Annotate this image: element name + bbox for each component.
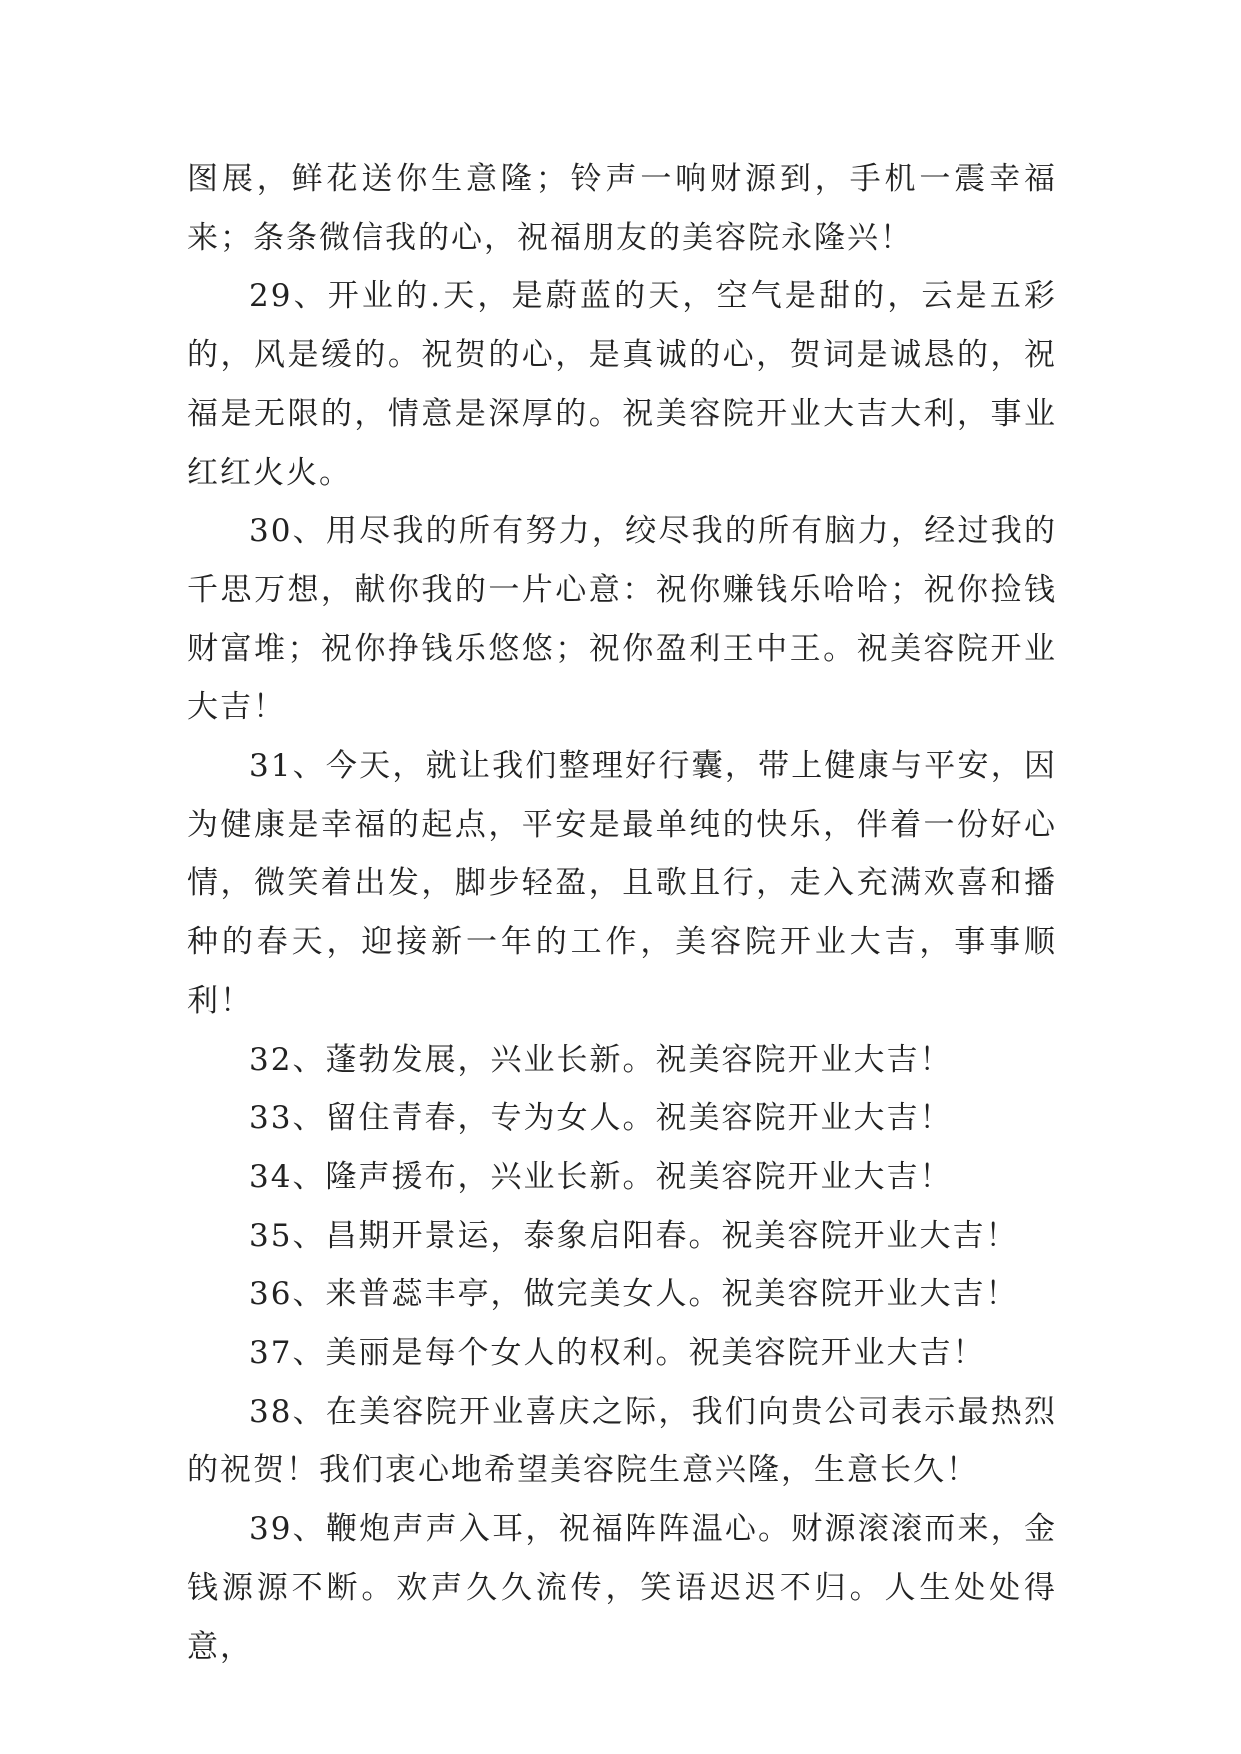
document-body — [187, 150, 1057, 1676]
paragraph: 36、来普蕊丰亭，做完美女人。祝美容院开业大吉！ — [249, 1276, 1019, 1313]
paragraph: 29、开业的.天，是蔚蓝的天，空气是甜的，云是五彩的，风是缓的。祝贺的心，是真诚的心，贺词是诚恳的，祝福是无限的，情意是深厚的。祝美容院开业大吉大利，事业红红火火。 — [187, 278, 1057, 491]
paragraph: 31、今天，就让我们整理好行囊，带上健康与平安，因为健康是幸福的起点，平安是最单纯的快乐，伴着一份好心情，微笑着出发，脚步轻盈，且歌且行，走入充满欢喜和播种的春天，迎接新一年的工作，美容院开业大吉，事事顺利！ — [187, 748, 1057, 1019]
paragraph: 35、昌期开景运，泰象启阳春。祝美容院开业大吉！ — [249, 1217, 1019, 1254]
paragraph: 39、鞭炮声声入耳，祝福阵阵温心。财源滚滚而来，金钱源源不断。欢声久久流传，笑语迟迟不归。人生处处得意， — [187, 1511, 1057, 1665]
paragraph: 33、留住青春，专为女人。祝美容院开业大吉！ — [249, 1100, 953, 1137]
paragraph: 图展，鲜花送你生意隆；铃声一响财源到，手机一震幸福来；条条微信我的心，祝福朋友的美容院永隆兴！ — [187, 161, 1057, 256]
paragraph: 30、用尽我的所有努力，绞尽我的所有脑力，经过我的千思万想，献你我的一片心意：祝你赚钱乐哈哈；祝你捡钱财富堆；祝你挣钱乐悠悠；祝你盈利王中王。祝美容院开业大吉！ — [187, 513, 1057, 726]
paragraph: 32、蓬勃发展，兴业长新。祝美容院开业大吉！ — [249, 1041, 953, 1078]
paragraph: 34、隆声援布，兴业长新。祝美容院开业大吉！ — [249, 1158, 953, 1195]
paragraph: 38、在美容院开业喜庆之际，我们向贵公司表示最热烈的祝贺！我们衷心地希望美容院生意兴隆，生意长久！ — [187, 1393, 1057, 1489]
paragraph: 37、美丽是每个女人的权利。祝美容院开业大吉！ — [249, 1335, 986, 1372]
